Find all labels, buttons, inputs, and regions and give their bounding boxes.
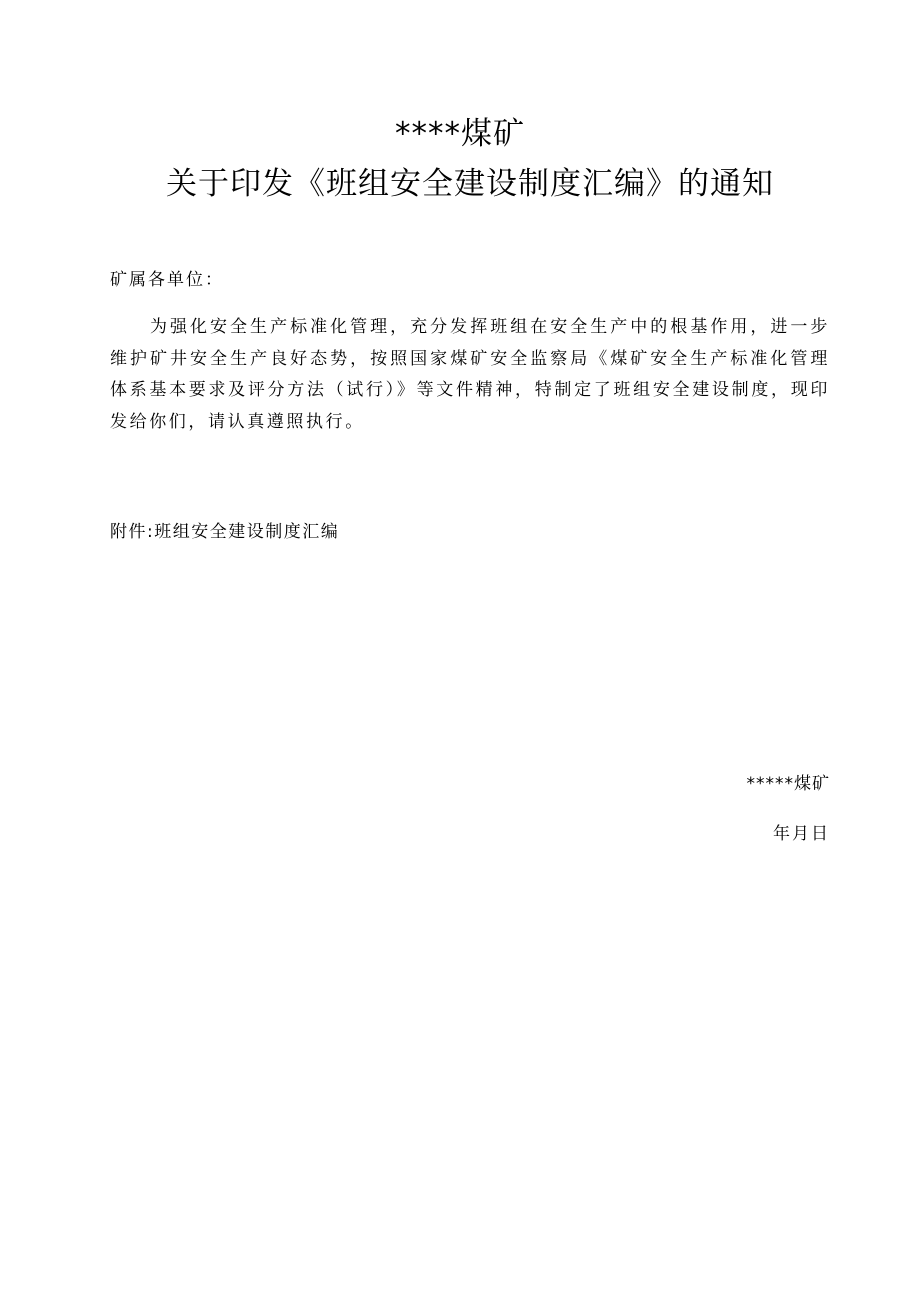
signature-date: 年月日 (773, 824, 830, 844)
document-title: 关于印发《班组安全建设制度汇编》的通知 (166, 166, 774, 202)
document-title-org: ****煤矿 (395, 116, 525, 152)
attachment-line: 附件:班组安全建设制度汇编 (110, 522, 340, 542)
signature-org: *****煤矿 (746, 774, 830, 794)
salutation: 矿属各单位： (110, 270, 224, 290)
body-paragraph: 为强化安全生产标准化管理，充分发挥班组在安全生产中的根基作用，进一步维护矿井安全生产良好态势，按照国家煤矿安全监察局《煤矿安全生产标准化管理体系基本要求及评分方法（试行）》等文件精神，特制定了班组安全建设制度，现印发给你们，请认真遵照执行。 (110, 317, 830, 432)
